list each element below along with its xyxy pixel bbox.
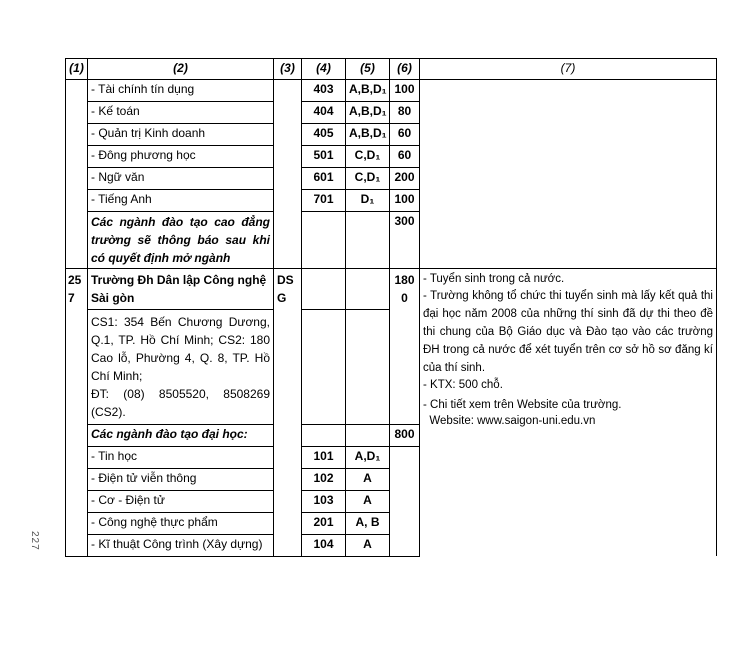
major-code: 102 [302,468,346,490]
admissions-table [65,58,717,557]
school-name: Trường Đh Dân lập Công nghệ Sài gòn [88,269,274,310]
header-cell: (3) [274,59,302,80]
quota: 60 [390,146,420,168]
major-code: 201 [302,512,346,534]
major-code: 701 [302,190,346,212]
quota: 200 [390,168,420,190]
exam-blocks: C,D₁ [346,146,390,168]
major-code: 403 [302,80,346,102]
page-number: 227 [29,531,40,551]
quota: 800 [390,424,420,446]
exam-blocks: A [346,534,390,556]
major-name: - Điện tử viễn thông [88,468,274,490]
website-line: Website: www.saigon-uni.edu.vn [423,415,596,427]
exam-blocks: A,B,D₁ [346,124,390,146]
stt-cell: 25 7 [66,269,88,310]
major-name: - Công nghệ thực phẩm [88,512,274,534]
major-code: 104 [302,534,346,556]
exam-blocks: A, B [346,512,390,534]
college-section-title: Các ngành đào tạo cao đẳng trường sẽ thông báo sau khi có quyết định mở ngành [88,212,274,269]
major-name: - Kĩ thuật Công trình (Xây dựng) [88,534,274,556]
notes-cell [420,80,717,269]
major-code: 405 [302,124,346,146]
exam-blocks: A [346,468,390,490]
header-cell: (6) [390,59,420,80]
major-code: 103 [302,490,346,512]
header-cell: (5) [346,59,390,80]
header-cell: (4) [302,59,346,80]
university-section-title: Các ngành đào tạo đại học: [88,424,274,446]
quota: 300 [390,212,420,269]
header-cell: (7) [420,59,717,80]
major-name: - Đông phương học [88,146,274,168]
quota: 100 [390,80,420,102]
major-name: - Kế toán [88,102,274,124]
phone-text: ĐT: (08) 8505520, 8508269 (CS2). [91,386,270,419]
major-code: 501 [302,146,346,168]
major-code: 404 [302,102,346,124]
quota: 100 [390,190,420,212]
address-text: CS1: 354 Bến Chương Dương, Q.1, TP. Hồ Chí Minh; CS2: 180 Cao lỗ, Phường 4, Q. 8, TP. Hồ Chí Minh; [91,314,270,383]
header-cell: (1) [66,59,88,80]
header-cell: (2) [88,59,274,80]
exam-blocks: A [346,490,390,512]
major-name: - Ngữ văn [88,168,274,190]
major-name: - Quản trị Kinh doanh [88,124,274,146]
major-code: 101 [302,446,346,468]
major-name: - Tin học [88,446,274,468]
table-row [66,80,717,102]
major-name: - Cơ - Điện tử [88,490,274,512]
table-row [66,269,717,310]
notes-cell [420,269,717,557]
exam-blocks: A,B,D₁ [346,80,390,102]
note-line: - KTX: 500 chỗ. [423,379,503,391]
note-line: - Trường không tổ chức thi tuyển sinh mà lấy kết quả thi đại học năm 2008 của những thí sinh đã dự thi theo đề thi chung của Bộ Giáo dục và Đào tạo vào các trường ĐH trong cả nước để xét tuyển trên cơ sở hồ sơ đăng kí của thí sinh. [423,290,713,374]
major-code: 601 [302,168,346,190]
exam-blocks: C,D₁ [346,168,390,190]
header-row [66,59,717,80]
school-address [88,309,274,424]
exam-blocks: A,D₁ [346,446,390,468]
school-total: 180 0 [390,269,420,310]
major-name: - Tài chính tín dụng [88,80,274,102]
major-name: - Tiếng Anh [88,190,274,212]
quota: 80 [390,102,420,124]
school-code: DS G [274,269,302,310]
exam-blocks: D₁ [346,190,390,212]
note-line: - Chi tiết xem trên Website của trường. [423,399,622,411]
exam-blocks: A,B,D₁ [346,102,390,124]
note-line: - Tuyển sinh trong cả nước. [423,273,565,285]
quota: 60 [390,124,420,146]
